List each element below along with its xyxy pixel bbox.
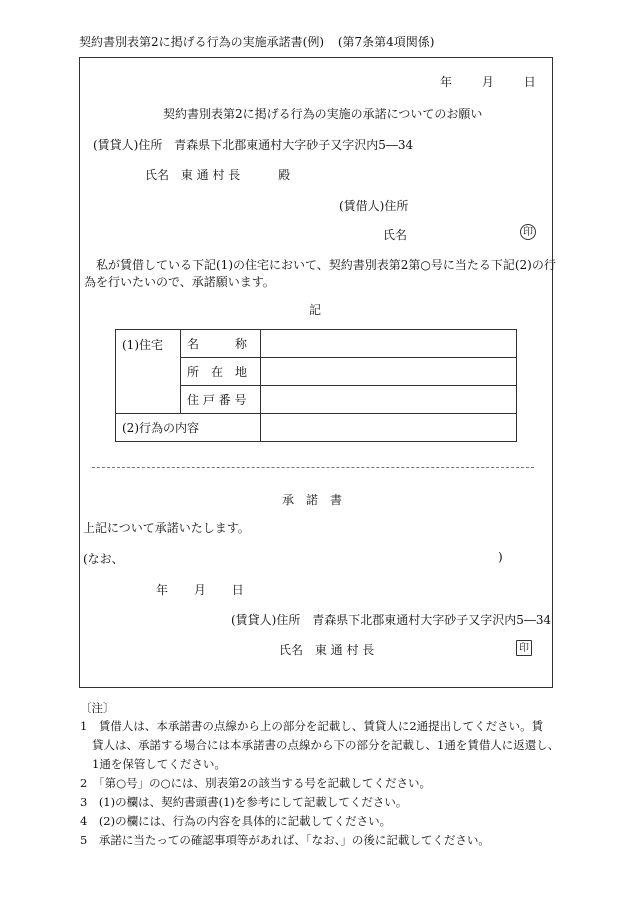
action-value-cell[interactable] [261,414,517,442]
lessor-name-row [145,166,290,183]
consent-statement: 上記について承諾いたします。 [83,521,250,535]
lessor-address-value: 青森県下北郡東通村大字砂子又字沢内5―34 [174,138,414,152]
consent-lessor-name-label: 氏名 [279,643,304,657]
action-label: (2)行為の内容 [116,414,261,442]
lessee-address-label: (賃借人)住所 [339,199,409,213]
lessor-name-label: 氏名 [145,168,170,182]
consent-date-year: 年 [156,583,169,597]
note-4: 4 (2)の欄には、行為の内容を具体的に記載してください。 [80,814,392,828]
name-label: 名 称 [181,330,261,358]
location-label: 所 在 地 [181,358,261,386]
note-1-line2: 貸人は、承諾する場合には本承諾書の点線から下の部分を記載し、1通を賃借人に返還し、 [92,738,560,752]
consent-lessor-name-value: 東 通 村 長 [314,643,375,657]
request-body-line1: 私が賃借している下記(1)の住宅において、契約書別表第2第○号に当たる下記(2)の行 [96,258,556,272]
name-value-cell[interactable] [261,330,517,358]
clause-reference: (第7条第4項関係) [337,35,435,49]
consent-lessor-address-value: 青森県下北郡東通村大字砂子又字沢内5―34 [312,613,552,627]
date-year: 年 [440,75,453,89]
request-date [440,73,536,90]
consent-date-day: 日 [231,583,244,597]
location-value-cell[interactable] [261,358,517,386]
request-heading: 契約書別表第2に掲げる行為の実施の承諾についてのお願い [163,107,483,121]
honorific: 殿 [278,168,291,182]
lessor-name-value: 東 通 村 長 [180,168,241,182]
consent-lessor-name-row [279,641,374,658]
seal-mark-lessor: 印 [516,640,532,656]
unit-number-value-cell[interactable] [261,386,517,414]
date-month: 月 [481,75,494,89]
notes-title: 〔注〕 [80,701,115,715]
consent-note-close: ) [498,550,503,564]
note-2: 2 「第○号」の○には、別表第2の該当する号を記載してください。 [80,776,431,790]
lessee-name-label: 氏名 [383,228,408,242]
date-day: 日 [523,75,536,89]
consent-date-month: 月 [193,583,206,597]
details-table [115,329,517,442]
lessor-address-row [93,136,413,153]
seal-mark-lessee: 印 [520,224,536,240]
cut-line [92,467,534,468]
housing-label: (1)住宅 [116,330,181,414]
consent-heading: 承 諾 書 [282,493,343,507]
ki-label: 記 [309,303,322,317]
lessor-address-label: (賃貸人)住所 [93,138,163,152]
consent-note-open: (なお、 [83,552,124,566]
consent-date [156,581,244,598]
consent-lessor-address-label: (賃貸人)住所 [231,613,301,627]
note-5: 5 承諾に当たっての確認事項等があれば、「なお、」の後に記載してください。 [80,833,490,847]
consent-lessor-address-row [231,611,551,628]
form-title: 契約書別表第2に掲げる行為の実施承諾書(例) [79,35,324,49]
document-title [79,33,434,50]
note-1-line3: 1通を保管してください。 [92,757,226,771]
note-3: 3 (1)の欄は、契約書頭書(1)を参考にして記載してください。 [80,795,408,809]
unit-number-label: 住 戸 番 号 [181,386,261,414]
note-1-line1: 1 賃借人は、本承諾書の点線から上の部分を記載し、賃貸人に2通提出してください。賃 [80,719,544,733]
request-body-line2: 為を行いたいので、承諾願います。 [84,275,275,289]
